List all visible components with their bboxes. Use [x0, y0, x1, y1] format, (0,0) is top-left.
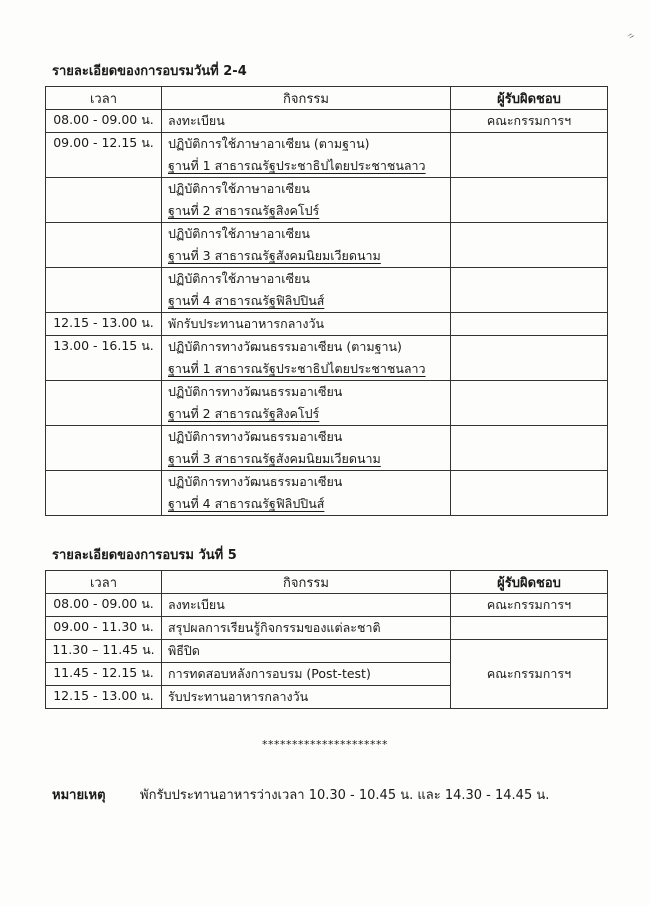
- responsible-cell-empty: [451, 617, 608, 640]
- time-cell: 11.30 – 11.45 น.: [46, 640, 162, 663]
- note-text: พักรับประทานอาหารว่างเวลา 10.30 - 10.45 น. และ 14.30 - 14.45 น.: [140, 788, 550, 803]
- header-time: เวลา: [46, 571, 162, 594]
- activity-line: การทดสอบหลังการอบรม (Post-test): [168, 666, 371, 681]
- activity-line: ฐานที่ 4 สาธารณรัฐฟิลิปปินส์: [168, 293, 325, 308]
- activity-cell: [162, 640, 451, 663]
- activity-cell: [162, 178, 451, 223]
- activity-cell: [162, 133, 451, 178]
- time-cell: 09.00 - 12.15 น.: [46, 133, 162, 178]
- activity-cell: [162, 381, 451, 426]
- activity-line: พิธีปิด: [168, 643, 200, 658]
- table-row: [46, 110, 608, 133]
- table-row: [46, 133, 608, 178]
- time-cell: 11.45 - 12.15 น.: [46, 663, 162, 686]
- time-cell: [46, 381, 162, 426]
- activity-line: ปฏิบัติการใช้ภาษาอาเซียน (ตามฐาน): [168, 136, 370, 151]
- table-row: [46, 640, 608, 663]
- activity-cell: [162, 426, 451, 471]
- responsible-cell: [451, 381, 608, 426]
- responsible-cell-merged: คณะกรรมการฯ: [451, 640, 608, 709]
- scan-mark: 〃: [622, 29, 638, 45]
- activity-cell: [162, 268, 451, 313]
- activity-line: ปฏิบัติการใช้ภาษาอาเซียน: [168, 181, 310, 196]
- table-row: [46, 594, 608, 617]
- activity-cell: [162, 471, 451, 516]
- section2-heading: รายละเอียดของการอบรม วันที่ 5: [52, 548, 237, 563]
- activity-line: ปฏิบัติการทางวัฒนธรรมอาเซียน: [168, 429, 343, 444]
- activity-line: ฐานที่ 2 สาธารณรัฐสิงคโปร์: [168, 203, 320, 218]
- time-cell: [46, 178, 162, 223]
- activity-line: ลงทะเบียน: [168, 597, 225, 612]
- activity-cell: [162, 223, 451, 268]
- activity-line: ฐานที่ 2 สาธารณรัฐสิงคโปร์: [168, 406, 320, 421]
- activity-line: สรุปผลการเรียนรู้กิจกรรมของแต่ละชาติ: [168, 620, 381, 635]
- activity-line: ฐานที่ 1 สาธารณรัฐประชาธิปไตยประชาชนลาว: [168, 158, 426, 173]
- responsible-cell: [451, 268, 608, 313]
- table-row: [46, 471, 608, 516]
- time-cell: 08.00 - 09.00 น.: [46, 110, 162, 133]
- table-row: [46, 223, 608, 268]
- activity-cell: [162, 594, 451, 617]
- note-label: หมายเหตุ: [52, 788, 106, 803]
- responsible-cell: คณะกรรมการฯ: [451, 594, 608, 617]
- table-row: [46, 381, 608, 426]
- table-row: [46, 336, 608, 381]
- responsible-cell: [451, 133, 608, 178]
- responsible-cell: [451, 336, 608, 381]
- table-header-row: [46, 571, 608, 594]
- activity-line: ปฏิบัติการทางวัฒนธรรมอาเซียน (ตามฐาน): [168, 339, 402, 354]
- activity-line: ฐานที่ 3 สาธารณรัฐสังคมนิยมเวียดนาม: [168, 451, 381, 466]
- time-cell: 09.00 - 11.30 น.: [46, 617, 162, 640]
- activity-line: ปฏิบัติการใช้ภาษาอาเซียน: [168, 226, 310, 241]
- time-cell: [46, 471, 162, 516]
- header-responsible: ผู้รับผิดชอบ: [451, 87, 608, 110]
- activity-cell: [162, 617, 451, 640]
- activity-cell: [162, 313, 451, 336]
- time-cell: [46, 223, 162, 268]
- activity-line: ฐานที่ 1 สาธารณรัฐประชาธิปไตยประชาชนลาว: [168, 361, 426, 376]
- activity-line: ลงทะเบียน: [168, 113, 225, 128]
- separator-line: *********************: [262, 738, 388, 751]
- table-row: [46, 426, 608, 471]
- time-cell: [46, 426, 162, 471]
- responsible-cell: คณะกรรมการฯ: [451, 110, 608, 133]
- activity-line: รับประทานอาหารกลางวัน: [168, 689, 309, 704]
- activity-line: ฐานที่ 3 สาธารณรัฐสังคมนิยมเวียดนาม: [168, 248, 381, 263]
- header-time: เวลา: [46, 87, 162, 110]
- responsible-cell: [451, 178, 608, 223]
- time-cell: [46, 268, 162, 313]
- header-activity: กิจกรรม: [162, 571, 451, 594]
- table-row: [46, 178, 608, 223]
- section1-heading: รายละเอียดของการอบรมวันที่ 2-4: [52, 64, 247, 79]
- time-cell: 13.00 - 16.15 น.: [46, 336, 162, 381]
- activity-line: พักรับประทานอาหารกลางวัน: [168, 316, 325, 331]
- responsible-cell: [451, 223, 608, 268]
- time-cell: 12.15 - 13.00 น.: [46, 686, 162, 709]
- responsible-cell: [451, 471, 608, 516]
- schedule-table-days-2-4: [45, 86, 608, 516]
- responsible-cell: [451, 426, 608, 471]
- responsible-cell: [451, 313, 608, 336]
- activity-line: ปฏิบัติการใช้ภาษาอาเซียน: [168, 271, 310, 286]
- activity-cell: [162, 336, 451, 381]
- table-row: [46, 617, 608, 640]
- table-header-row: [46, 87, 608, 110]
- table-row: [46, 268, 608, 313]
- time-cell: 08.00 - 09.00 น.: [46, 594, 162, 617]
- activity-line: ฐานที่ 4 สาธารณรัฐฟิลิปปินส์: [168, 496, 325, 511]
- time-cell: 12.15 - 13.00 น.: [46, 313, 162, 336]
- table-row: [46, 313, 608, 336]
- schedule-table-day-5: [45, 570, 608, 709]
- activity-line: ปฏิบัติการทางวัฒนธรรมอาเซียน: [168, 474, 343, 489]
- activity-cell: [162, 110, 451, 133]
- header-responsible: ผู้รับผิดชอบ: [451, 571, 608, 594]
- header-activity: กิจกรรม: [162, 87, 451, 110]
- activity-cell: [162, 663, 451, 686]
- activity-cell: [162, 686, 451, 709]
- activity-line: ปฏิบัติการทางวัฒนธรรมอาเซียน: [168, 384, 343, 399]
